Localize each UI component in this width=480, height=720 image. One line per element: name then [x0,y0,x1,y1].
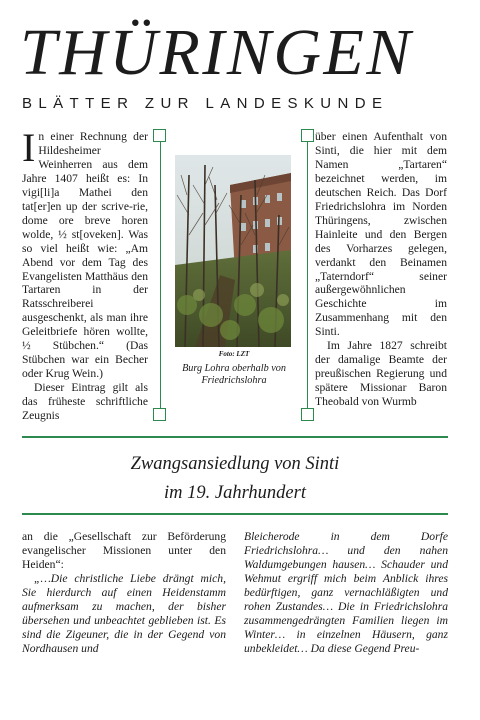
drop-cap: I [22,125,36,170]
article-paragraph: Im Jahre 1827 schreibt der damalige Beamte der preußischen Regierung und spätere Missionar Baron Theobald von Wurmb [315,339,447,409]
article-paragraph: Dieser Eintrag gilt als das früheste schriftliche Zeugnis [22,381,148,423]
frame-corner-marker [153,408,166,421]
masthead-title: THÜRINGEN [20,16,413,89]
article-paragraph [22,125,148,381]
quote-paragraph: Bleicherode in dem Dorfe Friedrichslohra… und den nahen Waldumgebungen hausen… Schauder und Wehmut ergriff mich beim Anblick ihres bedürftigen, ganz vernachläßigten und rohen Zustandes… Die in Friedrichslohra zusammengedrängten Familien liegen im Winter… in einzelnen Häusern, ganz unbekleidet… Da diese Gegend Preu- [244,530,448,655]
section-headline [22,450,448,508]
frame-corner-marker [301,408,314,421]
paragraph-text: n einer Rechnung der Hildesheimer Weinherren aus dem Jahre 1407 heißt es: In vigi[li]a Mathei den tat[er]en up der scrive-rie, dome ore breve horen wolde, ½ st[oveken]. Was so viel heißt wie: „Am Abend vor dem Tag des Evangelisten Matthäus den Tartaren in der Ratsschreiberei ausgeschenkt, als man ihre Geleitbriefe hören wollte, ½ Stübchen.“ (Das Stübchen war ein Becher oder Krug Wein.) [22,130,148,381]
photo-caption: Burg Lohra oberhalb von Friedrichslohra [182,363,286,386]
masthead-subtitle: BLÄTTER ZUR LANDESKUNDE [22,95,389,112]
quote-paragraph: „…Die christliche Liebe drängt mich, Sie hierdurch auf einen Heidenstamm aufmerksam zu machen, der bisher übersehen und unbeachtet geblieben ist. Es sind die Zigeuner, die in der Gegend von Nordhausen und [22,571,226,655]
article-paragraph: über einen Aufenthalt von Sinti, die hier mit dem Namen „Tartaren“ bezeichnet werden, im deutschen Reich. Das Dorf Friedrichslohra im Norden Thüringens, zwischen Hainleite und den Bergen des Vorharzes gelegen, verdankt den Beinamen „Taterndorf“ seiner außergewöhnlichen Geschichte im Zusammenhang mit den Sinti. [315,130,447,339]
headline-line: im 19. Jahrhundert [163,483,306,503]
frame-corner-marker [153,129,166,142]
headline-line: Zwangsansiedlung von Sinti [130,454,340,474]
bottom-left-column [22,530,226,656]
divider-bottom [22,513,448,515]
frame-corner-marker [301,129,314,142]
article-paragraph: an die „Gesellschaft zur Beförderung evangelischer Missionen unter den Heiden“: [22,530,226,571]
divider-top [22,436,448,438]
article-right-column [315,130,447,409]
photo-credit: Foto: LZT [218,350,250,358]
article-left-column [22,125,148,423]
bottom-right-column [244,530,448,656]
castle-photo [175,155,291,347]
